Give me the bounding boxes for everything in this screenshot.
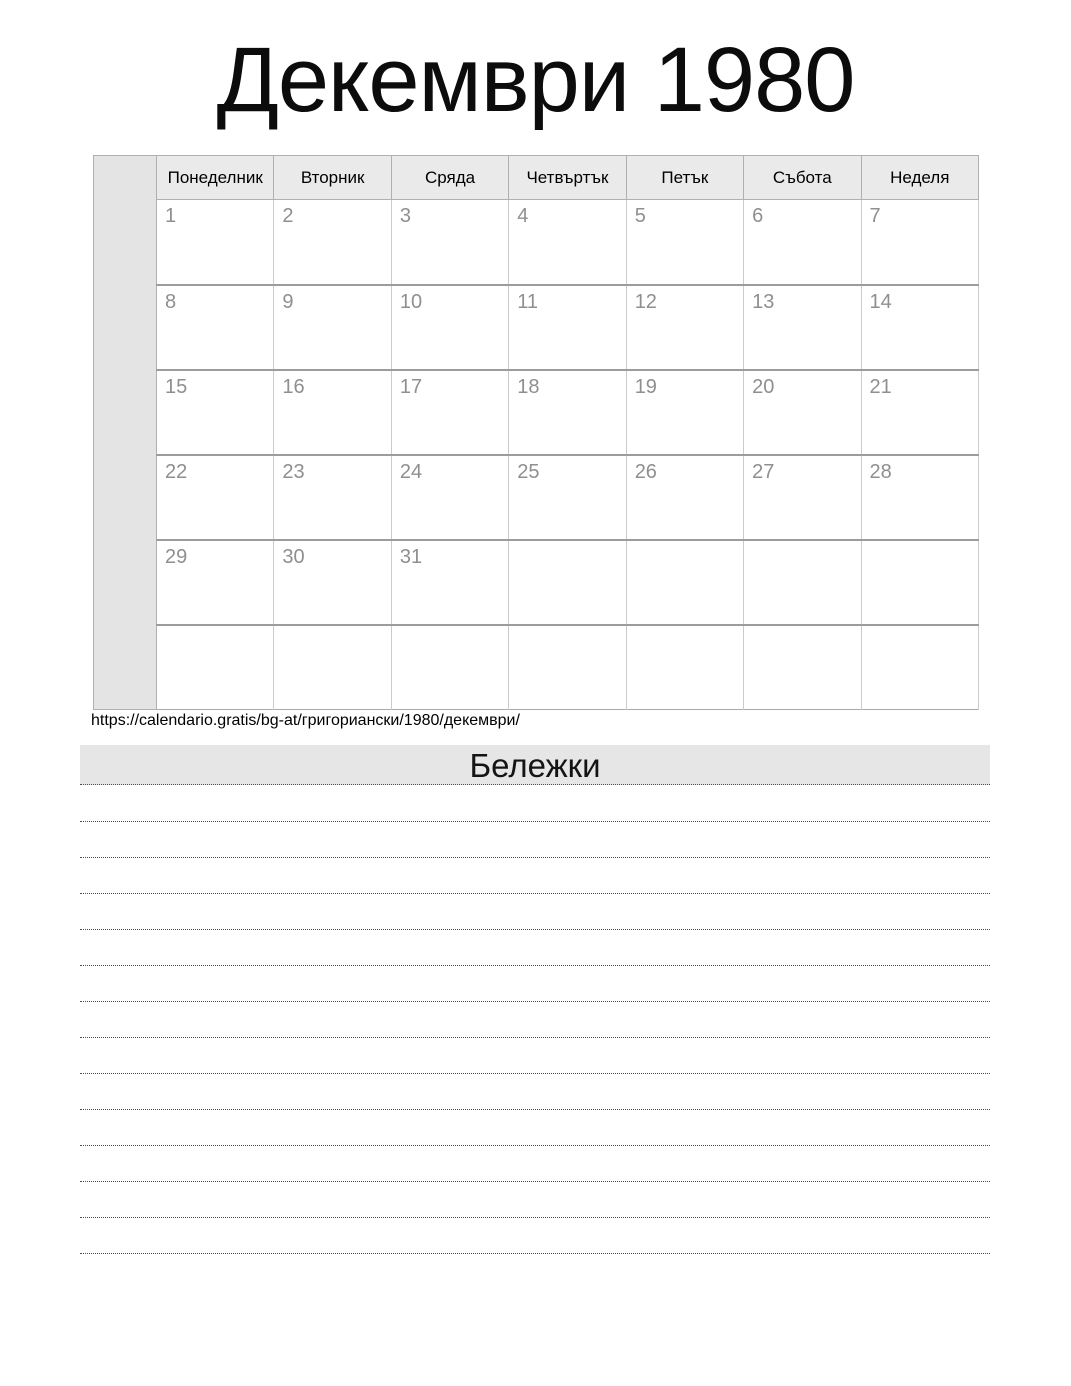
day-cell: 21 [861,370,978,455]
note-line [80,966,990,1002]
calendar-week-row [94,370,979,455]
day-cell: 29 [157,540,274,625]
day-cell [626,625,743,710]
day-header-wednesday: Сряда [391,156,508,200]
day-cell: 13 [744,285,861,370]
note-line [80,1110,990,1146]
day-cell: 5 [626,200,743,285]
page-title: Декември 1980 [216,29,855,131]
calendar-week-row [94,540,979,625]
calendar-week-row [94,625,979,710]
day-cell [509,540,626,625]
day-cell: 6 [744,200,861,285]
day-cell: 12 [626,285,743,370]
day-cell: 3 [391,200,508,285]
day-cell [274,625,391,710]
day-cell [744,625,861,710]
day-cell: 18 [509,370,626,455]
note-line [80,822,990,858]
note-line [80,1038,990,1074]
note-line [80,930,990,966]
day-cell: 26 [626,455,743,540]
day-cell: 16 [274,370,391,455]
day-cell: 1 [157,200,274,285]
day-cell: 22 [157,455,274,540]
day-cell: 19 [626,370,743,455]
day-header-monday: Понеделник [157,156,274,200]
note-line [80,1074,990,1110]
day-cell [391,625,508,710]
day-cell: 24 [391,455,508,540]
day-header-tuesday: Вторник [274,156,391,200]
day-cell: 14 [861,285,978,370]
note-line [80,1146,990,1182]
note-line [80,894,990,930]
day-cell [861,540,978,625]
day-header-saturday: Събота [744,156,861,200]
day-cell: 17 [391,370,508,455]
day-cell: 9 [274,285,391,370]
day-cell [626,540,743,625]
day-cell [157,625,274,710]
day-cell: 15 [157,370,274,455]
day-cell: 25 [509,455,626,540]
day-cell: 8 [157,285,274,370]
day-header-friday: Петък [626,156,743,200]
note-line [80,1218,990,1254]
day-header-thursday: Четвъртък [509,156,626,200]
day-cell: 7 [861,200,978,285]
day-cell [744,540,861,625]
calendar-week-row [94,200,979,285]
day-cell: 11 [509,285,626,370]
day-cell [861,625,978,710]
day-header-sunday: Неделя [861,156,978,200]
note-line [80,786,990,822]
day-cell: 31 [391,540,508,625]
note-line [80,858,990,894]
calendar-side-column [94,156,157,710]
calendar-header-row [94,156,979,200]
source-url-text: https://calendario.gratis/bg-at/григориански/1980/декември/ [91,712,520,729]
day-cell: 4 [509,200,626,285]
day-cell: 20 [744,370,861,455]
day-cell: 30 [274,540,391,625]
day-cell: 10 [391,285,508,370]
calendar-week-row [94,285,979,370]
notes-section-title: Бележки [80,745,990,785]
day-cell: 23 [274,455,391,540]
calendar-table [93,155,979,710]
day-cell: 28 [861,455,978,540]
notes-lines-area [80,786,990,1254]
day-cell [509,625,626,710]
calendar-week-row [94,455,979,540]
note-line [80,1182,990,1218]
day-cell: 27 [744,455,861,540]
day-cell: 2 [274,200,391,285]
note-line [80,1002,990,1038]
